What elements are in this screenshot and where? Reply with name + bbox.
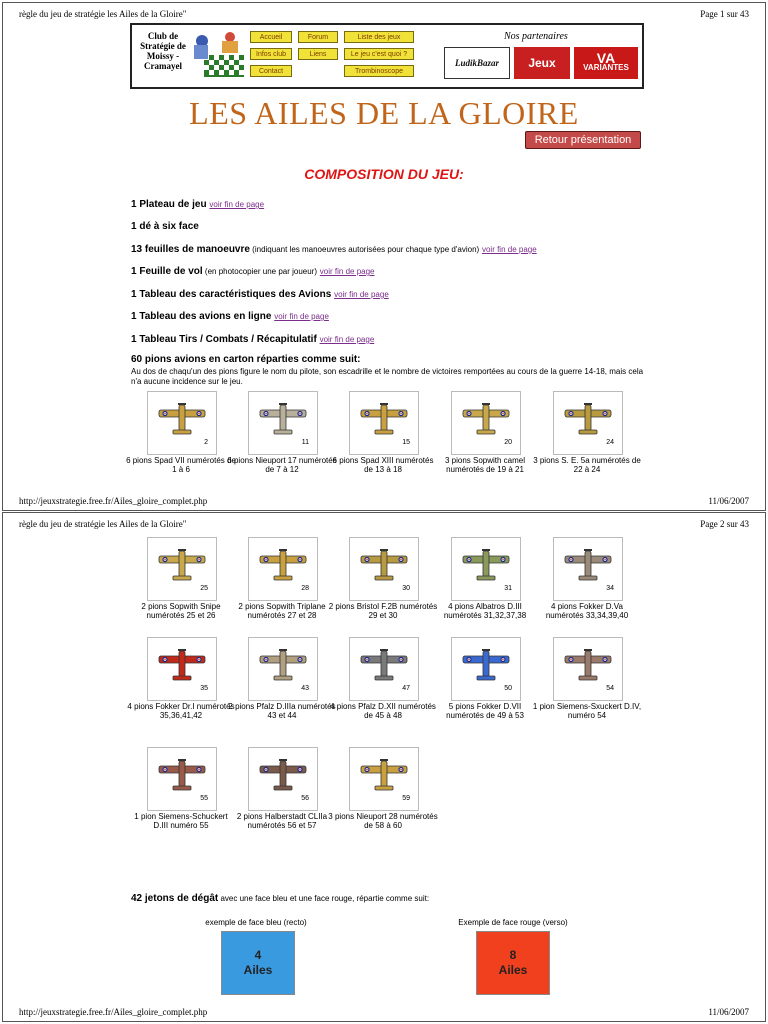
page-1 (2, 2, 766, 511)
plane-icon (563, 646, 613, 686)
header-title: règle du jeu de stratégie les Ailes de la Gloire" (19, 519, 187, 529)
example-red-label: Exemple de face rouge (verso) (458, 918, 568, 927)
counter-number: 55 (200, 795, 208, 802)
plane-counter-tile (553, 391, 623, 455)
page-number: Page 1 sur 43 (700, 9, 749, 19)
voir-fin-de-page-link[interactable]: voir fin de page (334, 290, 389, 299)
pions-heading (131, 354, 361, 365)
plane-icon (563, 400, 613, 440)
plane-icon (563, 546, 613, 586)
plane-icon (157, 400, 207, 440)
damage-token-blue (221, 931, 295, 995)
plane-icon (359, 400, 409, 440)
plane-icon (258, 756, 308, 796)
component-item (131, 311, 329, 322)
plane-counter-tile (147, 537, 217, 601)
plane-caption: 4 pions Fokker D.Va numérotés 33,34,39,40 (545, 602, 629, 620)
counter-number: 15 (402, 439, 410, 446)
plane-caption: 4 pions Fokker Dr.I numérotés 35,36,41,42 (127, 702, 235, 720)
footer-date: 11/06/2007 (708, 1007, 749, 1017)
plane-icon (461, 546, 511, 586)
plane-caption: 2 pions Sopwith Snipe numérotés 25 et 26 (141, 602, 221, 620)
counter-number: 24 (606, 439, 614, 446)
pions-heading-text: 60 pions avions en carton réparties comme suit: (131, 354, 361, 365)
counter-number: 59 (402, 795, 410, 802)
counter-number: 25 (200, 585, 208, 592)
nav-liens-button[interactable]: Liens (298, 48, 338, 60)
component-name: 1 Tableau Tirs / Combats / Récapitulatif (131, 334, 317, 345)
counter-number: 11 (301, 439, 309, 446)
plane-caption: 5 pions Fokker D.VII numérotés de 49 à 53 (446, 702, 524, 720)
token-red-value: 8 (509, 948, 517, 962)
counter-number: 31 (504, 585, 512, 592)
voir-fin-de-page-link[interactable]: voir fin de page (319, 335, 375, 344)
club-name: Club de Stratégie de Moissy - Cramayel (140, 31, 186, 71)
plane-icon (461, 646, 511, 686)
plane-icon (157, 646, 207, 686)
component-item (131, 221, 199, 232)
plane-caption: 6 pions Spad VII numérotés de 1 à 6 (126, 456, 236, 474)
damage-note: avec une face bleu et une face rouge, répartie comme suit: (218, 894, 430, 903)
page-header (19, 519, 749, 529)
plane-counter-tile (349, 637, 419, 701)
component-item (131, 289, 389, 300)
plane-caption: 6 pions Nieuport 17 numérotés de 7 à 12 (227, 456, 337, 474)
component-note: (indiquant les manoeuvres autorisées pour chaque type d'avion) (249, 245, 480, 254)
token-blue-value: 4 (254, 948, 262, 962)
page-2 (2, 512, 766, 1022)
component-note: (en photocopier une par joueur) (202, 267, 317, 276)
plane-counter-tile (248, 391, 318, 455)
plane-caption: 3 pions Sopwith camel numérotés de 19 à 21 (444, 456, 526, 474)
voir-fin-de-page-link[interactable]: voir fin de page (274, 312, 329, 321)
plane-caption: 4 pions Pfalz D.XII numérotés de 45 à 48 (330, 702, 436, 720)
voir-fin-de-page-link[interactable]: voir fin de page (319, 267, 375, 276)
page-footer (19, 1007, 749, 1017)
plane-caption: 4 pions Albatros D.III numérotés 31,32,37,38 (443, 602, 527, 620)
component-name: 1 Tableau des caractéristiques des Avions (131, 289, 332, 300)
damage-heading-text: 42 jetons de dégât (131, 893, 219, 904)
nav-accueil-button[interactable]: Accueil (250, 31, 292, 43)
plane-caption: 2 pions Pfalz D.IIIa numérotés 43 et 44 (228, 702, 336, 720)
chess-board-icon (190, 29, 246, 81)
page-header (19, 9, 749, 19)
plane-counter-tile (147, 747, 217, 811)
composition-heading: COMPOSITION DU JEU: (304, 166, 464, 182)
page-number: Page 2 sur 43 (700, 519, 749, 529)
component-item (131, 266, 374, 277)
plane-counter-tile (147, 391, 217, 455)
component-item (131, 244, 537, 255)
plane-icon (157, 546, 207, 586)
token-blue-label: Ailes (243, 963, 273, 977)
page-footer (19, 496, 749, 506)
plane-counter-tile (349, 537, 419, 601)
header-title: règle du jeu de stratégie les Ailes de la Gloire" (19, 9, 187, 19)
damage-tokens-heading (131, 893, 429, 904)
plane-counter-tile (553, 537, 623, 601)
footer-url: http://jeuxstrategie.free.fr/Ailes_gloire_complet.php (19, 496, 208, 506)
plane-icon (258, 400, 308, 440)
plane-counter-tile (248, 747, 318, 811)
plane-counter-tile (451, 637, 521, 701)
plane-caption: 1 pion Siemens-Sxuckert D.IV, numéro 54 (532, 702, 642, 720)
nav-le-jeu-button[interactable]: Le jeu c'est quoi ? (344, 48, 414, 60)
footer-url: http://jeuxstrategie.free.fr/Ailes_gloire_complet.php (19, 1007, 208, 1017)
component-name: 1 Tableau des avions en ligne (131, 311, 272, 322)
plane-caption: 6 pions Spad XIII numérotés de 13 à 18 (332, 456, 434, 474)
plane-icon (258, 646, 308, 686)
counter-number: 43 (301, 685, 309, 692)
counter-number: 47 (402, 685, 410, 692)
partner-variantes-text: VARIANTES (583, 63, 629, 72)
partner-jeux-logo[interactable]: Jeux (514, 47, 570, 79)
plane-caption: 2 pions Sopwith Triplane numérotés 27 et 28 (238, 602, 326, 620)
counter-number: 54 (606, 685, 614, 692)
voir-fin-de-page-link[interactable]: voir fin de page (481, 245, 537, 254)
site-banner (130, 23, 644, 89)
component-item (131, 199, 264, 210)
counter-number: 28 (301, 585, 309, 592)
component-item (131, 334, 374, 345)
component-name: 1 Plateau de jeu (131, 199, 207, 210)
counter-number: 20 (504, 439, 512, 446)
plane-caption: 3 pions S. E. 5a numérotés de 22 à 24 (533, 456, 641, 474)
damage-token-red (476, 931, 550, 995)
plane-counter-tile (553, 637, 623, 701)
partner-ludikbazar-logo[interactable]: LudikBazar (444, 47, 510, 79)
nav-forum-button[interactable]: Forum (298, 31, 338, 43)
component-name: 1 Feuille de vol (131, 266, 203, 277)
plane-icon (359, 546, 409, 586)
component-name: 13 feuilles de manoeuvre (131, 244, 250, 255)
nav-liste-jeux-button[interactable]: Liste des jeux (344, 31, 414, 43)
nav-infos-club-button[interactable]: Infos club (250, 48, 292, 60)
retour-presentation-button[interactable]: Retour présentation (525, 131, 641, 149)
plane-counter-tile (451, 537, 521, 601)
plane-caption: 2 pions Bristol F.2B numérotés 29 et 30 (328, 602, 438, 620)
plane-icon (157, 756, 207, 796)
plane-icon (359, 646, 409, 686)
nav-contact-button[interactable]: Contact (250, 65, 292, 77)
plane-caption: 2 pions Halberstadt CLIIa numérotés 56 et 57 (236, 812, 328, 830)
counter-number: 34 (606, 585, 614, 592)
plane-counter-tile (451, 391, 521, 455)
page-title: LES AILES DE LA GLOIRE (189, 95, 579, 131)
plane-counter-tile (349, 747, 419, 811)
plane-icon (461, 400, 511, 440)
pions-description: Au dos de chaqu'un des pions figure le nom du pilote, son escadrille et le nombre de victoires remportées au cours de la guerre 14-18, mais cela n'a aucune incidence sur le jeu. (131, 367, 644, 386)
plane-icon (359, 756, 409, 796)
plane-icon (258, 546, 308, 586)
counter-number: 50 (504, 685, 512, 692)
plane-counter-tile (248, 637, 318, 701)
plane-counter-tile (147, 637, 217, 701)
counter-number: 35 (200, 685, 208, 692)
partner-variantes-logo[interactable] (574, 47, 638, 79)
example-blue-label: exemple de face bleu (recto) (205, 918, 307, 927)
plane-counter-tile (349, 391, 419, 455)
counter-number: 30 (402, 585, 410, 592)
voir-fin-de-page-link[interactable]: voir fin de page (209, 200, 265, 209)
footer-date: 11/06/2007 (708, 496, 749, 506)
partners-title: Nos partenaires (504, 31, 568, 42)
counter-number: 56 (301, 795, 309, 802)
plane-caption: 1 pion Siemens-Schuckert D.III numéro 55 (134, 812, 228, 830)
component-name: 1 dé à six face (131, 221, 199, 232)
plane-caption: 3 pions Nieuport 28 numérotés de 58 à 60 (328, 812, 438, 830)
partner-va-text: VA (596, 50, 616, 66)
counter-number: 2 (204, 439, 208, 446)
token-red-label: Ailes (498, 963, 528, 977)
plane-counter-tile (248, 537, 318, 601)
nav-trombinoscope-button[interactable]: Trombinoscope (344, 65, 414, 77)
